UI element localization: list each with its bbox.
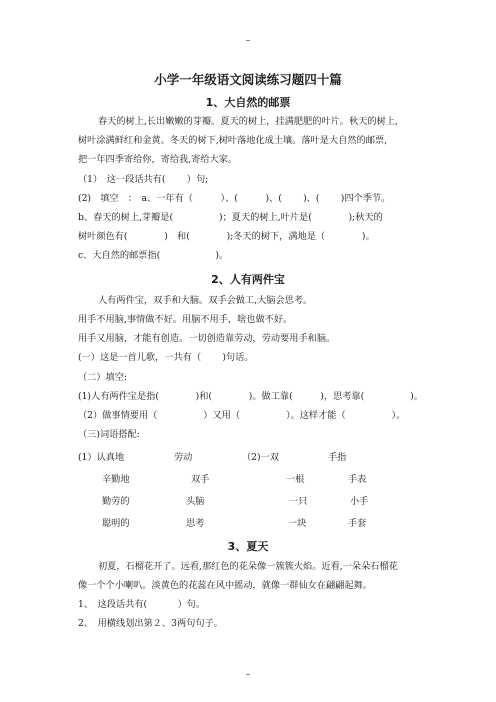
match-right-word: 手指 — [328, 452, 347, 463]
match-left-word: 一根 — [286, 474, 305, 485]
match-left-word: （2)一双 — [242, 452, 279, 463]
match-right-word: 头脑 — [186, 496, 205, 507]
match-right-word: 手表 — [348, 474, 367, 485]
section-heading-2: 2、人有两件宝 — [211, 273, 285, 286]
question-line: 树叶颜色有( ) 和( );冬天的树下，满地是（ )。 — [78, 231, 375, 242]
match-left-word: 辛勤地 — [102, 474, 130, 485]
passage-line: 用手又用脑，才能有创造。一切创造靠劳动，劳动要用手和脑。 — [78, 333, 336, 344]
match-left-word: (1）认真地 — [78, 452, 125, 463]
question-line: b、春天的树上,芽瓣是( )；夏天的树上,叶片是( );秋天的 — [78, 212, 383, 223]
question-line: （二）填空: — [78, 372, 128, 383]
page-title: 小学一年级语文阅读练习题四十篇 — [154, 72, 342, 87]
match-left-word: 勤劳的 — [102, 496, 130, 507]
match-right-word: 手套 — [348, 518, 367, 529]
match-right-word: 劳动 — [174, 452, 193, 463]
footer-mark: – — [245, 670, 251, 680]
match-left-word: 一只 — [289, 496, 308, 507]
section-heading-3: 3、夏天 — [227, 540, 269, 553]
question-line: (一）这是一首儿歌，一共有（ )句话。 — [78, 352, 254, 363]
match-right-word: 小手 — [350, 496, 369, 507]
passage-line: 用手不用脑,事情做不好。用脑不用手，啥也做不好。 — [78, 314, 293, 325]
passage-line: 把一年四季寄给你，寄给我,寄给大家。 — [78, 154, 238, 165]
section-heading-1: 1、大自然的邮票 — [205, 96, 291, 109]
question-line: (2) 填空 ： a、一年有（ ）、( )、( )、( )四个季节。 — [78, 193, 391, 204]
match-right-word: 思考 — [186, 518, 205, 529]
question-line: （三)词语搭配: — [78, 429, 140, 440]
match-left-word: 一块 — [288, 518, 307, 529]
passage-line: 树叶涂满鲜红和金黄。冬天的树下,树叶落地化成土壤。落叶是大自然的邮票, — [78, 135, 388, 146]
question-line: c、大自然的邮票指( )。 — [78, 250, 229, 261]
header-mark: – — [245, 36, 251, 46]
passage-line: 初夏，石榴花开了。远看,那红色的花朵像一簇簇火焰。近看,一朵朵石榴花 — [98, 561, 398, 572]
question-line: （2）做事情要用（ ）又用（ ）。这样才能（ ）。 — [78, 410, 406, 421]
match-right-word: 双手 — [191, 474, 210, 485]
question-line: （1） 这一段话共有( ）句; — [78, 174, 209, 185]
question-line: (1)人有两件宝是指( )和( )。做工靠( )，思考靠( )。 — [78, 391, 423, 402]
question-line: 2、 用横线划出第２、3两句句子。 — [78, 618, 223, 629]
question-line: 1、 这段话共有( ）句。 — [78, 599, 206, 610]
passage-line: 人有两件宝，双手和大脑。双手会做工,大脑会思考。 — [98, 295, 313, 306]
match-left-word: 聪明的 — [102, 518, 130, 529]
passage-line: 像一个个小喇叭。淡黄色的花蕊在风中摇动，就像一群仙女在翩翩起舞。 — [78, 580, 372, 591]
passage-line: 春天的树上,长出嫩嫩的芽瓣。夏天的树上，挂满肥肥的叶片。秋天的树上, — [98, 116, 398, 127]
